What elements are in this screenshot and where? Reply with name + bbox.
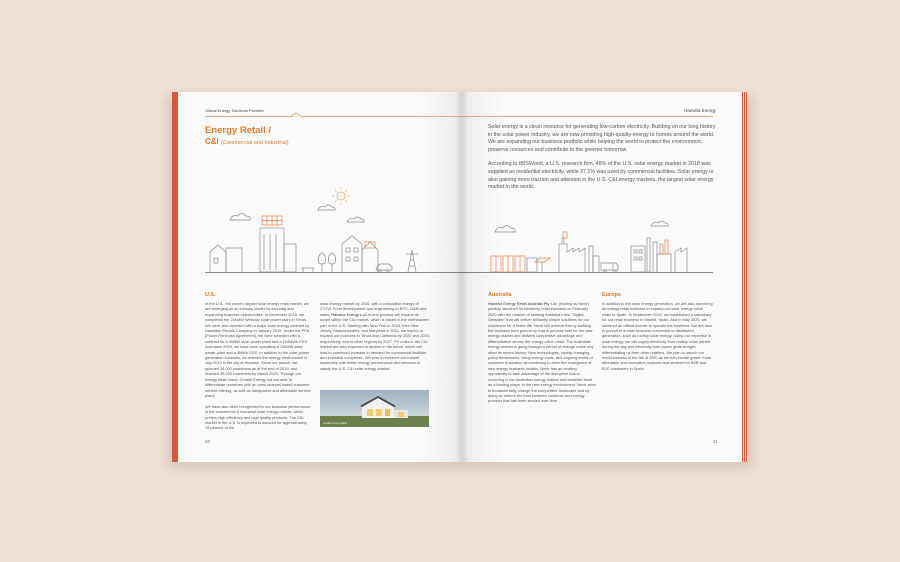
solar-home-photo <box>320 390 429 427</box>
open-brochure <box>172 92 748 462</box>
power-pylon-icon <box>406 250 418 272</box>
paragraph: all-in-one process will expand its scope within the C&I market, which is based in the northeastern part of the U.S. Starting with New York in 2019, then New Jersey, Massachusetts, and Maryland in 2021, we expect to expand our business to Texas and California by 2022 and 2023, respectively, and to other regions by 2027. PV costs in the C&I market are also expected to decline in the future, which will lead to continued increase in demand for commercial facilities and industrial complexes. We plan to enhance our market leadership with better energy performance and services to satisfy the U.S. C&I solar energy market. <box>320 311 430 371</box>
section-heading-europe: Europe <box>602 292 621 298</box>
header-notch-icon <box>291 112 301 118</box>
building-icon <box>631 246 645 272</box>
paragraph: (trading as Nectr) publicly launched its electricity retail business on February 2020 with the mission of building Australia's first "Digital Gentailer" that will deliver brilliantly simple solutions for our customers for a better life. Nectr will achieve this by building the business from ground up that is purpose built for the new energy market and delivers competitive advantage and differentiation across the energy value chain. The Australian energy market is going through a period of change unlike any other its recent history. New technologies, rapidly changing policy frameworks, rising energy costs, and ongoing levels of customer frustration all combining to drive the emergence of new energy business models. Nectr has an exciting opportunity to take advantage of the disruption that is occurring in the Australian energy market and establish itself as a leading player in the new energy environment. Nectr aims to fundamentally change the competitive landscape and by doing so restore the trust between customer and energy provider that has been eroded over time. <box>488 301 596 404</box>
paragraph: solar energy market by 2030, with a cumulative energy of 27GW. From development and engineering to EPC, O&M and sales, <box>320 301 427 317</box>
section-heading-us: U.S. <box>205 292 216 298</box>
paragraph: In addition to the solar energy generation, we are also launching an energy retail business to expand our solar energy value chain in Spain. In September 2019, we established a subsidiary for our retail business in Madrid, Spain. And in May 2020, we obtained an official license to operate the business. We are also in pursuit of a retail business connected to distributed generation, such as rooftop solar energy. Using our expertise in solar energy, we will supply electricity from rooftop solar panels during the day and electricity from power grids at night, differentiating us from other retailers. We plan to launch our retail business in the fall of 2020 as we will provide green, more affordable and innovative products and services for B2B and B2C customers in Spain. <box>602 301 713 371</box>
car-icon <box>376 264 392 270</box>
right-page <box>461 92 748 462</box>
left-running-header: Global Energy Solutions Provider <box>205 108 264 113</box>
sun-icon <box>337 192 345 200</box>
page-subtitle <box>205 137 289 146</box>
building-icon <box>260 228 284 272</box>
ground-line <box>461 272 713 273</box>
factory-icon <box>559 238 585 272</box>
brand-name: Hanwha Energy's <box>331 311 362 317</box>
paragraph: We have also been recognized for our business performance in the commercial & industrial solar energy market, which prefers high efficiency and high quality products. The C&I market in the U.S. is expected to account for approximately 15 percent of the <box>205 403 311 431</box>
page-number-left: 20 <box>205 439 211 444</box>
subtitle-main: C&I <box>205 137 219 146</box>
australia-text-column <box>488 301 596 409</box>
tree-icon <box>328 253 335 272</box>
right-running-header: Hanwha Energy <box>683 108 716 113</box>
house-icon <box>342 236 362 272</box>
us-text-column-2 <box>320 301 430 377</box>
left-page <box>172 92 461 462</box>
cloud-icon <box>230 214 250 221</box>
left-page-edge <box>172 92 178 462</box>
header-rule <box>461 116 713 117</box>
right-page-edge <box>742 92 748 462</box>
page-title: Energy Retail / <box>205 125 271 136</box>
solar-panel-icon <box>365 242 375 248</box>
paragraph: In the U.S., the world's largest solar energy retail market, we are emerging as an industry leader by securing and expanding business opportunities. In December 2018, we completed the 230MW Webway solar power plant in Texas. We were also awarded with a major solar energy contract by Hawaiian Electric Company in January 2019. Under the PPA (Power Purchase Agreement), we were awarded with a contract for a 40MW solar power plant and a 104MWh ESS. And since 2019, we have been operating a 134MW solar power plant and a 4MWh ESS. In addition to the solar power generation business, we entered the energy retail market in July 2019 in the city of Houston. Since our launch, we accrued 18,000 customers as of the end of 2019, and reached 35,000 customers by March 2020. Through our energy retail brand, Chariot Energy, we are able to differentiate ourselves with an omni-channel based customer service offering, as well as transparent and affordable service plans. <box>205 301 311 398</box>
cloud-icon <box>347 217 364 222</box>
header-rule <box>300 116 461 117</box>
europe-text-column <box>602 301 713 377</box>
ground-line <box>205 272 461 273</box>
cloud-icon <box>495 226 515 233</box>
page-number-right: 21 <box>712 439 718 444</box>
photo-caption: A solar home system <box>323 422 348 425</box>
brand-name: Hanwha Energy Retail Australia Pty. Ltd. <box>488 301 558 306</box>
tree-icon <box>318 253 325 272</box>
section-heading-australia: Australia <box>488 292 512 298</box>
subtitle-note: (Commercial and Industrial) <box>221 140 289 146</box>
book-spine <box>455 92 469 462</box>
header-rule <box>205 116 293 117</box>
cloud-icon <box>651 221 668 226</box>
intro-paragraph: According to IBISWorld, a U.S. research firm, 46% of the U.S. solar energy market in 2018 was supplied as residential electricity, while 37.1% was used by commercial facilities. Solar energy is also gaining more traction and attention in the U.S. C&I energy markets, the largest solar energy market in the world. <box>488 161 714 191</box>
town-skyline-illustration <box>172 182 461 274</box>
intro-paragraph: Solar energy is a clean resource for generating low-carbon electricity. Building on our long history in the solar power industry, we are now providing high-quality energy to homes around the world. We are expanding our business portfolio while helping the world to protect the environment, preserve resources and contribute to the greener tomorrow. <box>488 124 716 153</box>
cloud-icon <box>318 205 335 210</box>
truck-icon <box>601 263 618 270</box>
us-text-column-1 <box>205 301 312 436</box>
industrial-skyline-illustration <box>461 182 748 274</box>
